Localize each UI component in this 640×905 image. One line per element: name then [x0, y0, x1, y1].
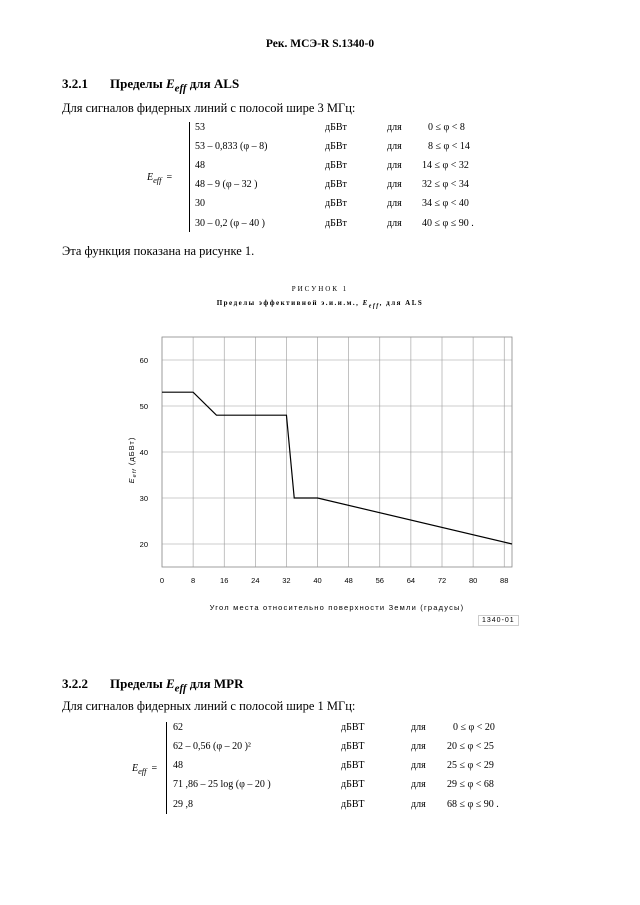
chart: [120, 325, 530, 625]
x-tick-label: 40: [313, 576, 322, 585]
paragraph-2: Эта функция показана на рисунке 1.: [62, 244, 255, 258]
section-number: 3.2.2: [62, 676, 88, 691]
x-tick-label: 0: [159, 576, 165, 585]
figure-code: 1340-01: [478, 615, 519, 626]
y-tick-label: 50: [139, 402, 148, 411]
paragraph-1: Для сигналов фидерных линий с полосой шире 3 МГц:: [62, 101, 356, 115]
y-tick-label: 20: [139, 540, 148, 549]
x-tick-label: 24: [251, 576, 260, 585]
x-tick-label: 48: [344, 576, 353, 585]
y-axis-label: [127, 437, 138, 484]
x-tick-label: 88: [500, 576, 509, 585]
x-tick-label: 16: [220, 576, 229, 585]
x-tick-label: 80: [468, 576, 478, 585]
section-title-3-2-1: 3.2.1 Пределы $E_{eff}$ для ALS: [62, 76, 240, 95]
equation-2-brace: [166, 722, 167, 814]
y-tick-label: 60: [139, 356, 148, 365]
svg-text:Eeff (дБВт): $E_{eff}$ (дБВт): [127, 436, 138, 484]
paragraph-3: Для сигналов фидерных линий с полосой шире 1 МГц:: [62, 699, 356, 713]
y-tick-label: 30: [139, 494, 148, 503]
equation-1-brace: [189, 122, 190, 232]
y-tick-label: 40: [139, 448, 148, 457]
equation-1-lhs: $E_{eff}$ =: [147, 172, 173, 185]
section-number: 3.2.1: [62, 76, 88, 91]
figure-label: РИСУНОК 1: [291, 285, 349, 293]
x-axis-label: Угол места относительно поверхности Земли (градусы): [209, 603, 465, 612]
equation-2: 62 дБВТ для 0 ≤ φ < 20 62 – 0,56 (φ – 20 )² дБВТ для 20 ≤ φ < 25 48 дБВТ для 25 ≤ φ < 29 71 ,86 – 25 log (φ – 20 ) дБВТ для 29 ≤ φ < 68 29 ,8 дБВТ для 68 ≤ φ ≤ 90 .: [173, 722, 499, 810]
section-title-3-2-2: 3.2.2 Пределы $E_{eff}$ для MPR: [62, 676, 244, 695]
x-tick-label: 32: [282, 576, 291, 585]
x-tick-label: 56: [375, 576, 384, 585]
x-tick-label: 8: [191, 576, 196, 585]
x-tick-label: 64: [406, 576, 416, 585]
page-header: Рек. МСЭ-R S.1340-0: [265, 38, 375, 50]
figure-caption: Пределы эффективной э.и.и.м., $E_{eff}$, для ALS: [216, 299, 424, 310]
equation-1: 53 дБВт для 0 ≤ φ < 8 53 – 0,833 (φ – 8) дБВт для 8 ≤ φ < 14 48 дБВт для 14 ≤ φ < 32 48 – 9 (φ – 32 ) дБВт для 32 ≤ φ < 34 30 дБВт для 34 ≤ φ < 40 30 – 0,2 (φ – 40 ) дБВт для 40 ≤ φ ≤ 90 .: [195, 122, 474, 229]
series-line: [162, 392, 512, 544]
x-tick-label: 72: [437, 576, 447, 585]
equation-2-lhs: $E_{eff}$ =: [132, 763, 158, 776]
